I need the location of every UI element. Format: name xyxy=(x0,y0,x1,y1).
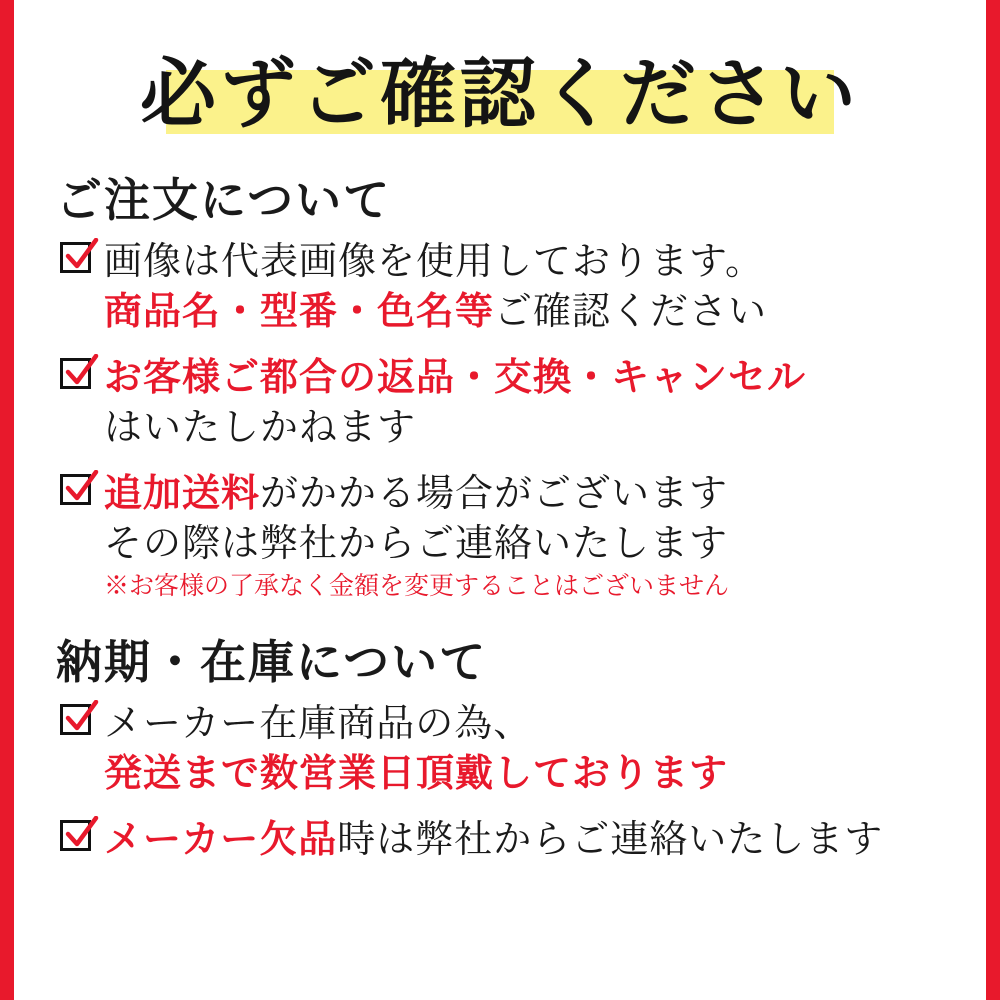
list-item-lines xyxy=(104,698,954,798)
right-red-bar xyxy=(986,0,1000,1000)
list-item-lines xyxy=(104,236,954,336)
list-item-line-tail: がかかる場合がございます xyxy=(260,471,729,515)
title-text: 必ずご確認ください xyxy=(140,49,860,138)
list-item-lines xyxy=(104,352,954,452)
list-item xyxy=(60,698,954,798)
checkbox-checked-icon xyxy=(60,358,96,394)
left-red-bar xyxy=(0,0,14,1000)
section-heading-delivery: 納期・在庫について xyxy=(56,635,488,689)
list-item-line xyxy=(104,286,954,336)
emphasis-text: メーカー欠品 xyxy=(104,816,338,861)
list-item xyxy=(60,814,954,864)
list-item-line: はいたしかねます xyxy=(104,405,417,449)
list-item-line-tail: ご確認ください xyxy=(494,289,768,333)
list-item-note: ※お客様の了承なく金額を変更することはございません xyxy=(104,571,730,600)
list-item-line xyxy=(104,814,954,864)
checkbox-checked-icon xyxy=(60,242,96,278)
section-heading-orders: ご注文について xyxy=(56,173,392,227)
list-item xyxy=(60,236,954,336)
page-title xyxy=(46,34,954,154)
checkbox-checked-icon xyxy=(60,474,96,510)
list-item-line-tail: 時は弊社からご連絡いたします xyxy=(337,817,884,861)
list-item-line: その際は弊社からご連絡いたします xyxy=(104,521,729,565)
list-item xyxy=(60,468,954,604)
list-item-lines xyxy=(104,814,954,864)
list-item-lines xyxy=(104,468,954,604)
emphasis-text: 商品名・型番・色名等 xyxy=(104,288,495,333)
list-item-line: お客様ご都合の返品・交換・キャンセル xyxy=(104,354,807,399)
notice-content xyxy=(14,0,986,1000)
list-item xyxy=(60,352,954,452)
list-item-line xyxy=(104,468,954,518)
list-item-line: メーカー在庫商品の為、 xyxy=(104,701,533,745)
checkbox-checked-icon xyxy=(60,704,96,740)
list-item-line: 画像は代表画像を使用しております。 xyxy=(104,239,764,283)
checkbox-checked-icon xyxy=(60,820,96,856)
emphasis-text: 追加送料 xyxy=(104,470,261,515)
list-item-line: 発送まで数営業日頂戴しております xyxy=(104,750,729,795)
